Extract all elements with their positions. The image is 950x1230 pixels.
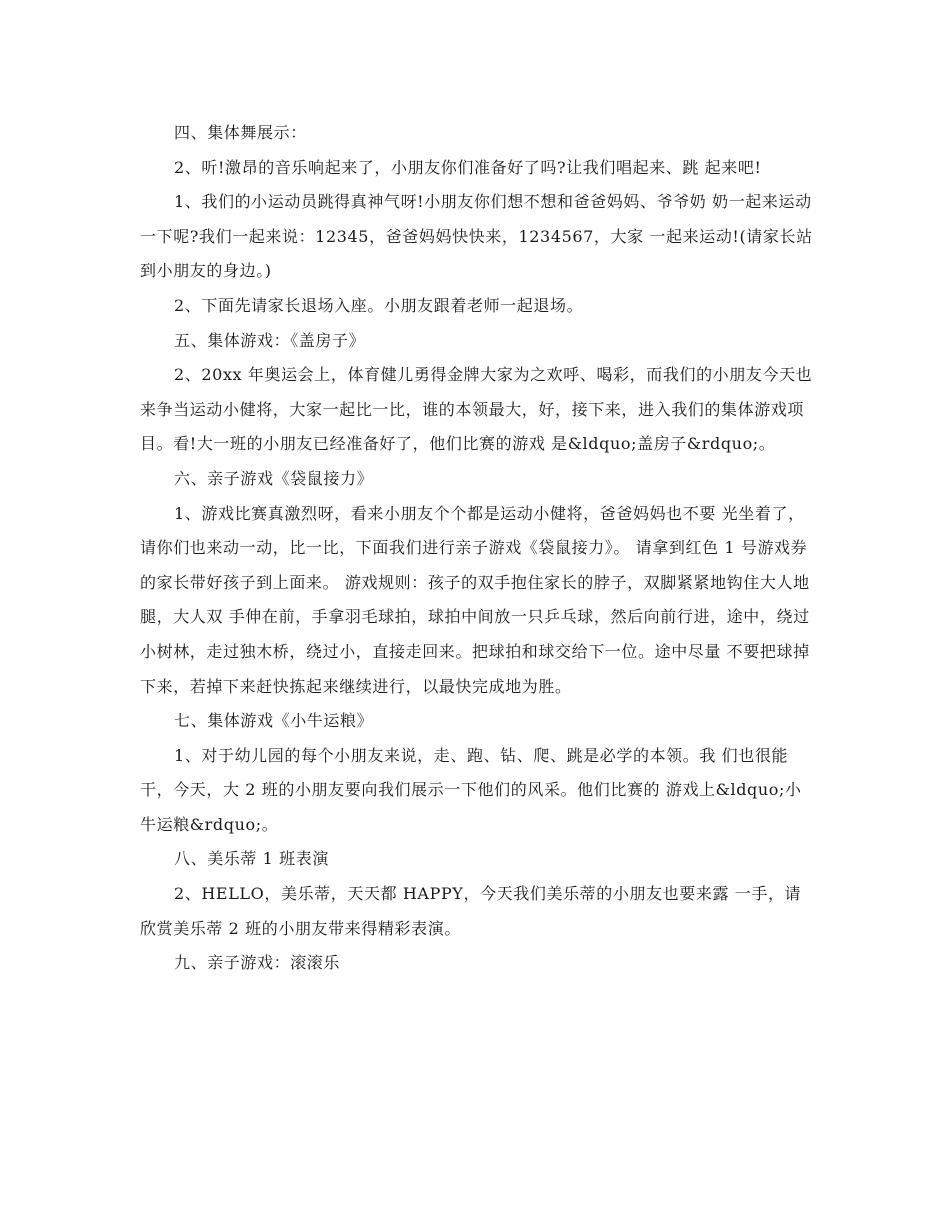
- section-heading-7: 七、集体游戏《小牛运粮》: [174, 711, 374, 731]
- section-heading-5: 五、集体游戏：《盖房子》: [174, 330, 366, 350]
- paragraph: 1、对于幼儿园的每个小朋友来说，走、跑、钻、爬、跳是必学的本领。我 们也很能干，今天，大 2 班的小朋友要向我们展示一下他们的风采。他们比赛的 游戏上&ldquo;小牛运粮&rdquo;。: [140, 745, 802, 834]
- document-body: [140, 116, 815, 981]
- section-heading-8: 八、美乐蒂 1 班表演: [174, 849, 329, 869]
- paragraph: 2、20xx 年奥运会上，体育健儿勇得金牌大家为之欢呼、喝彩，而我们的小朋友今天也来争当运动小健将，大家一起比一比，谁的本领最大，好，接下来，进入我们的集体游戏项目。看!大一班的小朋友已经准备好了，他们比赛的游戏 是&ldquo;盖房子&rdquo;。: [140, 365, 813, 454]
- paragraph: 2、听!激昂的音乐响起来了，小朋友你们准备好了吗?让我们唱起来、跳 起来吧!: [174, 157, 762, 177]
- section-heading-9: 九、亲子游戏：滚滚乐: [174, 953, 341, 973]
- paragraph: 2、下面先请家长退场入座。小朋友跟着老师一起退场。: [174, 295, 584, 315]
- section-heading-4: 四、集体舞展示：: [174, 123, 307, 142]
- section-heading-6: 六、亲子游戏《袋鼠接力》: [174, 468, 374, 488]
- paragraph: 2、HELLO，美乐蒂，天天都 HAPPY，今天我们美乐蒂的小朋友也要来露 一手，请欣赏美乐蒂 2 班的小朋友带来得精彩表演。: [140, 884, 802, 938]
- paragraph: 1、我们的小运动员跳得真神气呀!小朋友你们想不想和爸爸妈妈、爷爷奶 奶一起来运动一下呢?我们一起来说：12345，爸爸妈妈快快来，1234567，大家 一起来运动!(请家长站到小朋友的身边。): [140, 192, 813, 281]
- paragraph: 1、游戏比赛真激烈呀，看来小朋友个个都是运动小健将，爸爸妈妈也不要 光坐着了，请你们也来动一动，比一比，下面我们进行亲子游戏《袋鼠接力》。 请拿到红色 1 号游戏券的家长带好孩子到上面来。 游戏规则：孩子的双手抱住家长的脖子，双脚紧紧地钩住大人地腿，大人双 手伸在前，手拿羽毛球拍，球拍中间放一只乒乓球，然后向前行进，途中，绕过 小树林，走过独木桥，绕过小，直接走回来。把球拍和球交给下一位。途中尽量 不要把球掉下来，若掉下来赶快拣起来继续进行，以最快完成地为胜。: [140, 503, 816, 696]
